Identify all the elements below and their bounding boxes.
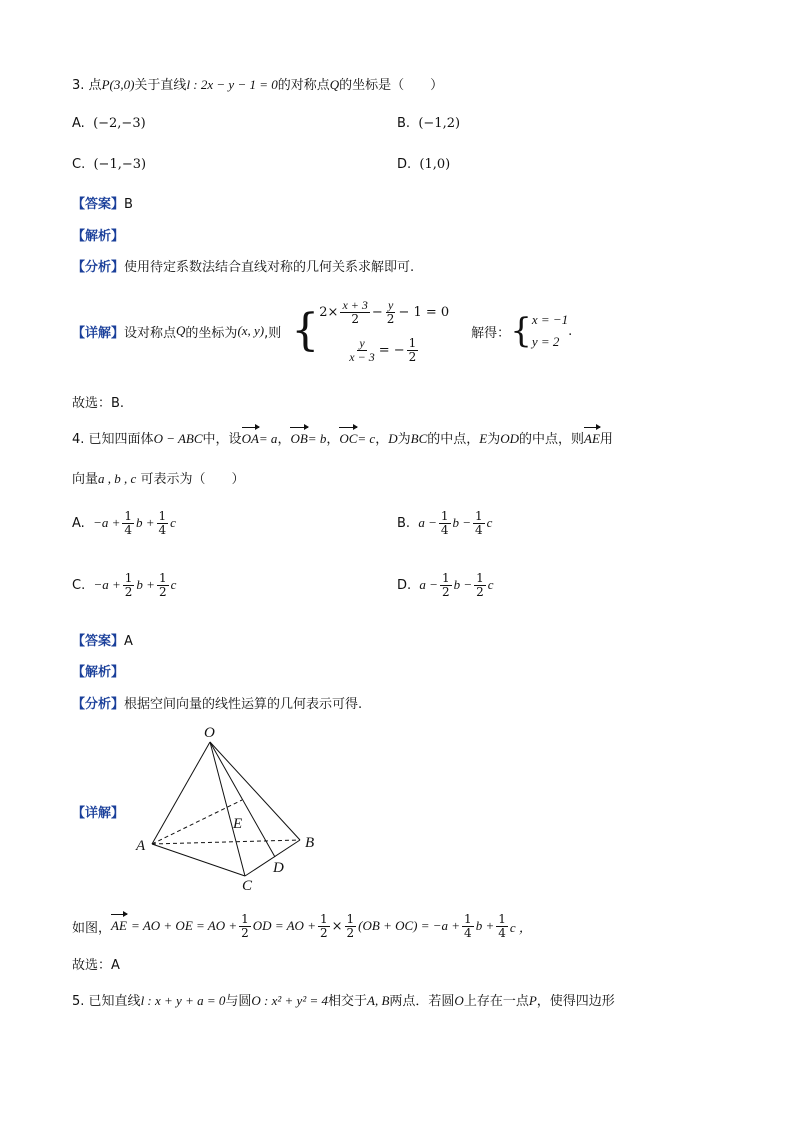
q4-option-a: A. −a + $\frac{1}{4}$ b + $\frac{1}{4}$ c — [72, 509, 176, 537]
q4-detail-tag: 【详解】 — [72, 806, 125, 821]
q4-option-c: C. −a + $\frac{1}{2}$ b + $\frac{1}{2}$ c — [72, 571, 177, 599]
label-c: C — [242, 878, 253, 894]
q3-choose: 故选：B. — [72, 396, 125, 411]
edge-oa — [152, 742, 210, 844]
q4-number: 4. — [72, 432, 85, 447]
tetrahedron-figure — [130, 722, 330, 897]
q3-option-b: B. (−1,2) — [397, 116, 461, 131]
edge-oc — [210, 742, 245, 876]
q4-analysis-tag: 【解析】 — [72, 665, 125, 680]
left-brace: { — [291, 305, 320, 356]
q4-choose: 故选：A — [72, 958, 120, 973]
segment-od — [210, 742, 275, 857]
q3-solution: x = −1 y = 2 — [531, 312, 569, 349]
q4-stem-line2: 向量a , b , c 可表示为（ ） — [72, 471, 245, 487]
edge-ac — [152, 844, 245, 876]
q3-analysis-tag: 【解析】 — [72, 229, 125, 244]
q3-equation-system: 2× $\frac{x + 3}{2}$ − $\frac{y}{2}$ − 1 = 0 $\frac{y}{x - 3}$ = − $\frac{1}{2}$ — [319, 297, 450, 364]
q4-fenxi: 【分析】根据空间向量的线性运算的几何表示可得. — [72, 697, 363, 712]
q5-stem: 5. 已知直线l : x + y + a = 0与圆O : x² + y² = 4相交于A, B两点．若圆O上存在一点P，使得四边形 — [72, 993, 615, 1009]
q3-number: 3. — [72, 78, 85, 93]
q3-stem: 3. 点P(3,0)关于直线l : 2x − y − 1 = 0的对称点Q的坐标是（ ） — [72, 77, 444, 93]
q3-option-c: C. (−1,−3) — [72, 157, 147, 172]
q3-fenxi: 【分析】使用待定系数法结合直线对称的几何关系求解即可. — [72, 260, 415, 275]
label-e: E — [233, 816, 243, 832]
q3-line-equation: l : 2x − y − 1 = 0 — [186, 77, 278, 92]
label-o: O — [204, 725, 215, 741]
q3-detail: 【详解】 设对称点 Q 的坐标为 (x, y) ,则 { 2× $\frac{x + 3}{2}$ − $\frac{y}{2}$ − 1 = 0 $\frac{y}{x - 3}$ = − $\frac{1}{2}$ 解得： { x = −1 y = 2 . — [72, 292, 572, 370]
edge-ab-hidden — [152, 840, 300, 844]
q3-answer: 【答案】B — [72, 197, 133, 212]
edge-ob — [210, 742, 300, 840]
q5-number: 5. — [72, 994, 85, 1009]
q3-option-d: D. (1,0) — [397, 157, 451, 172]
label-d: D — [273, 860, 284, 876]
label-b: B — [305, 835, 315, 851]
q4-option-d: D. a − $\frac{1}{2}$ b − $\frac{1}{2}$ c — [397, 571, 494, 599]
q3-point: P(3,0) — [101, 77, 135, 92]
q4-vector-chain: 如图， AE = AO + OE = AO + $\frac{1}{2}$ OD = AO + $\frac{1}{2}$ × $\frac{1}{2}$ (OB + OC) = −a + $\frac{1}{4}$ b + $\frac{1}{4}$ c ， — [72, 911, 532, 940]
segment-ae-hidden — [152, 800, 242, 844]
q3-option-a: A. (−2,−3) — [72, 116, 146, 131]
q4-stem-line1: 4. 已知四面体O − ABC中，设OA= a，OB= b，OC= c，D为BC的中点，E为OD的中点，则AE用 — [72, 431, 613, 447]
label-a: A — [136, 838, 146, 854]
q4-answer: 【答案】A — [72, 634, 133, 649]
q4-option-b: B. a − $\frac{1}{4}$ b − $\frac{1}{4}$ c — [397, 509, 493, 537]
